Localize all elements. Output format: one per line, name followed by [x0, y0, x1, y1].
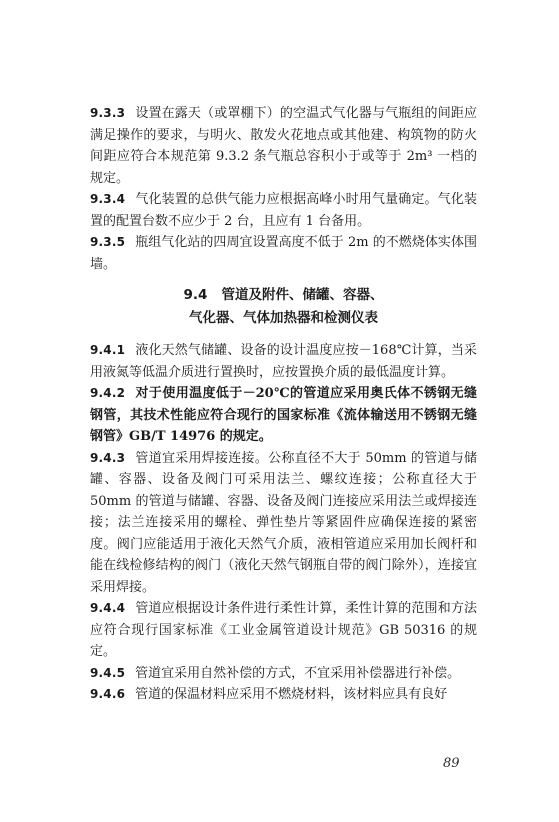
clause-text: 气化装置的总供气能力应根据高峰小时用气量确定。气化装置的配置台数不应少于 2 台，且应有 1 台备用。 — [90, 192, 477, 229]
clause-number: 9.4.2 — [90, 386, 126, 400]
page-number: 89 — [443, 756, 460, 771]
clause-number: 9.3.5 — [90, 235, 126, 249]
clause-9-4-3 — [90, 448, 477, 599]
clause-text: 设置在露天（或罩棚下）的空温式气化器与气瓶组的间距应满足操作的要求，与明火、散发火花地点或其他建、构筑物的防火间距应符合本规范第 9.3.2 条气瓶总容积小于或等于 2m³ 一档的规定。 — [90, 106, 477, 186]
clause-9-4-6 — [90, 684, 477, 706]
clause-text: 管道宜采用焊接连接。公称直径不大于 50mm 的管道与储罐、容器、设备及阀门可采用法兰、螺纹连接；公称直径大于 50mm 的管道与储罐、容器、设备及阀门连接应采用法兰或焊接连接；法兰连接采用的螺栓、弹性垫片等紧固件应确保连接的紧密度。阀门应能适用于液化天然气介质，液相管道应采用加长阀杆和能在线检修结构的阀门（液化天然气钢瓶自带的阀门除外），连接宜采用焊接。 — [90, 450, 477, 595]
clause-9-3-5 — [90, 232, 477, 275]
clause-9-4-1 — [90, 340, 477, 383]
section-heading-line-1 — [90, 284, 477, 307]
clause-number: 9.4.5 — [90, 665, 126, 680]
clause-text: 管道的保温材料应采用不燃烧材料，该材料应具有良好 — [135, 687, 448, 702]
clause-9-4-4 — [90, 598, 477, 663]
clause-text: 对于使用温度低于－20℃的管道应采用奥氏体不锈钢无缝钢管，其技术性能应符合现行的国家标准《流体输送用不锈钢无缝钢管》GB/T 14976 的规定。 — [90, 386, 477, 444]
clause-number: 9.4.6 — [90, 687, 126, 701]
clause-9-4-5 — [90, 663, 477, 685]
clause-number: 9.4.1 — [90, 343, 126, 357]
clause-9-3-3 — [90, 103, 477, 189]
clause-number: 9.4.3 — [90, 450, 126, 465]
clause-number: 9.3.3 — [90, 106, 126, 120]
clause-text: 液化天然气储罐、设备的设计温度应按－168℃计算，当采用液氮等低温介质进行置换时，应按置换介质的最低温度计算。 — [90, 343, 477, 380]
section-heading — [90, 284, 477, 330]
page-content — [90, 103, 477, 706]
clause-text: 管道宜采用自然补偿的方式，不宜采用补偿器进行补偿。 — [135, 665, 461, 681]
section-title-line-1: 管道及附件、储罐、容器、 — [221, 287, 384, 303]
clause-number: 9.4.4 — [90, 601, 126, 615]
section-number: 9.4 — [183, 287, 208, 303]
clause-9-3-4 — [90, 189, 477, 232]
clause-9-4-2 — [90, 383, 477, 448]
section-title-line-2: 气化器、气体加热器和检测仪表 — [189, 310, 378, 326]
clause-text: 管道应根据设计条件进行柔性计算，柔性计算的范围和方法应符合现行国家标准《工业金属管道设计规范》GB 50316 的规定。 — [90, 601, 477, 659]
clause-text: 瓶组气化站的四周宜设置高度不低于 2m 的不燃烧体实体围墙。 — [90, 235, 477, 272]
clause-number: 9.3.4 — [90, 192, 126, 206]
